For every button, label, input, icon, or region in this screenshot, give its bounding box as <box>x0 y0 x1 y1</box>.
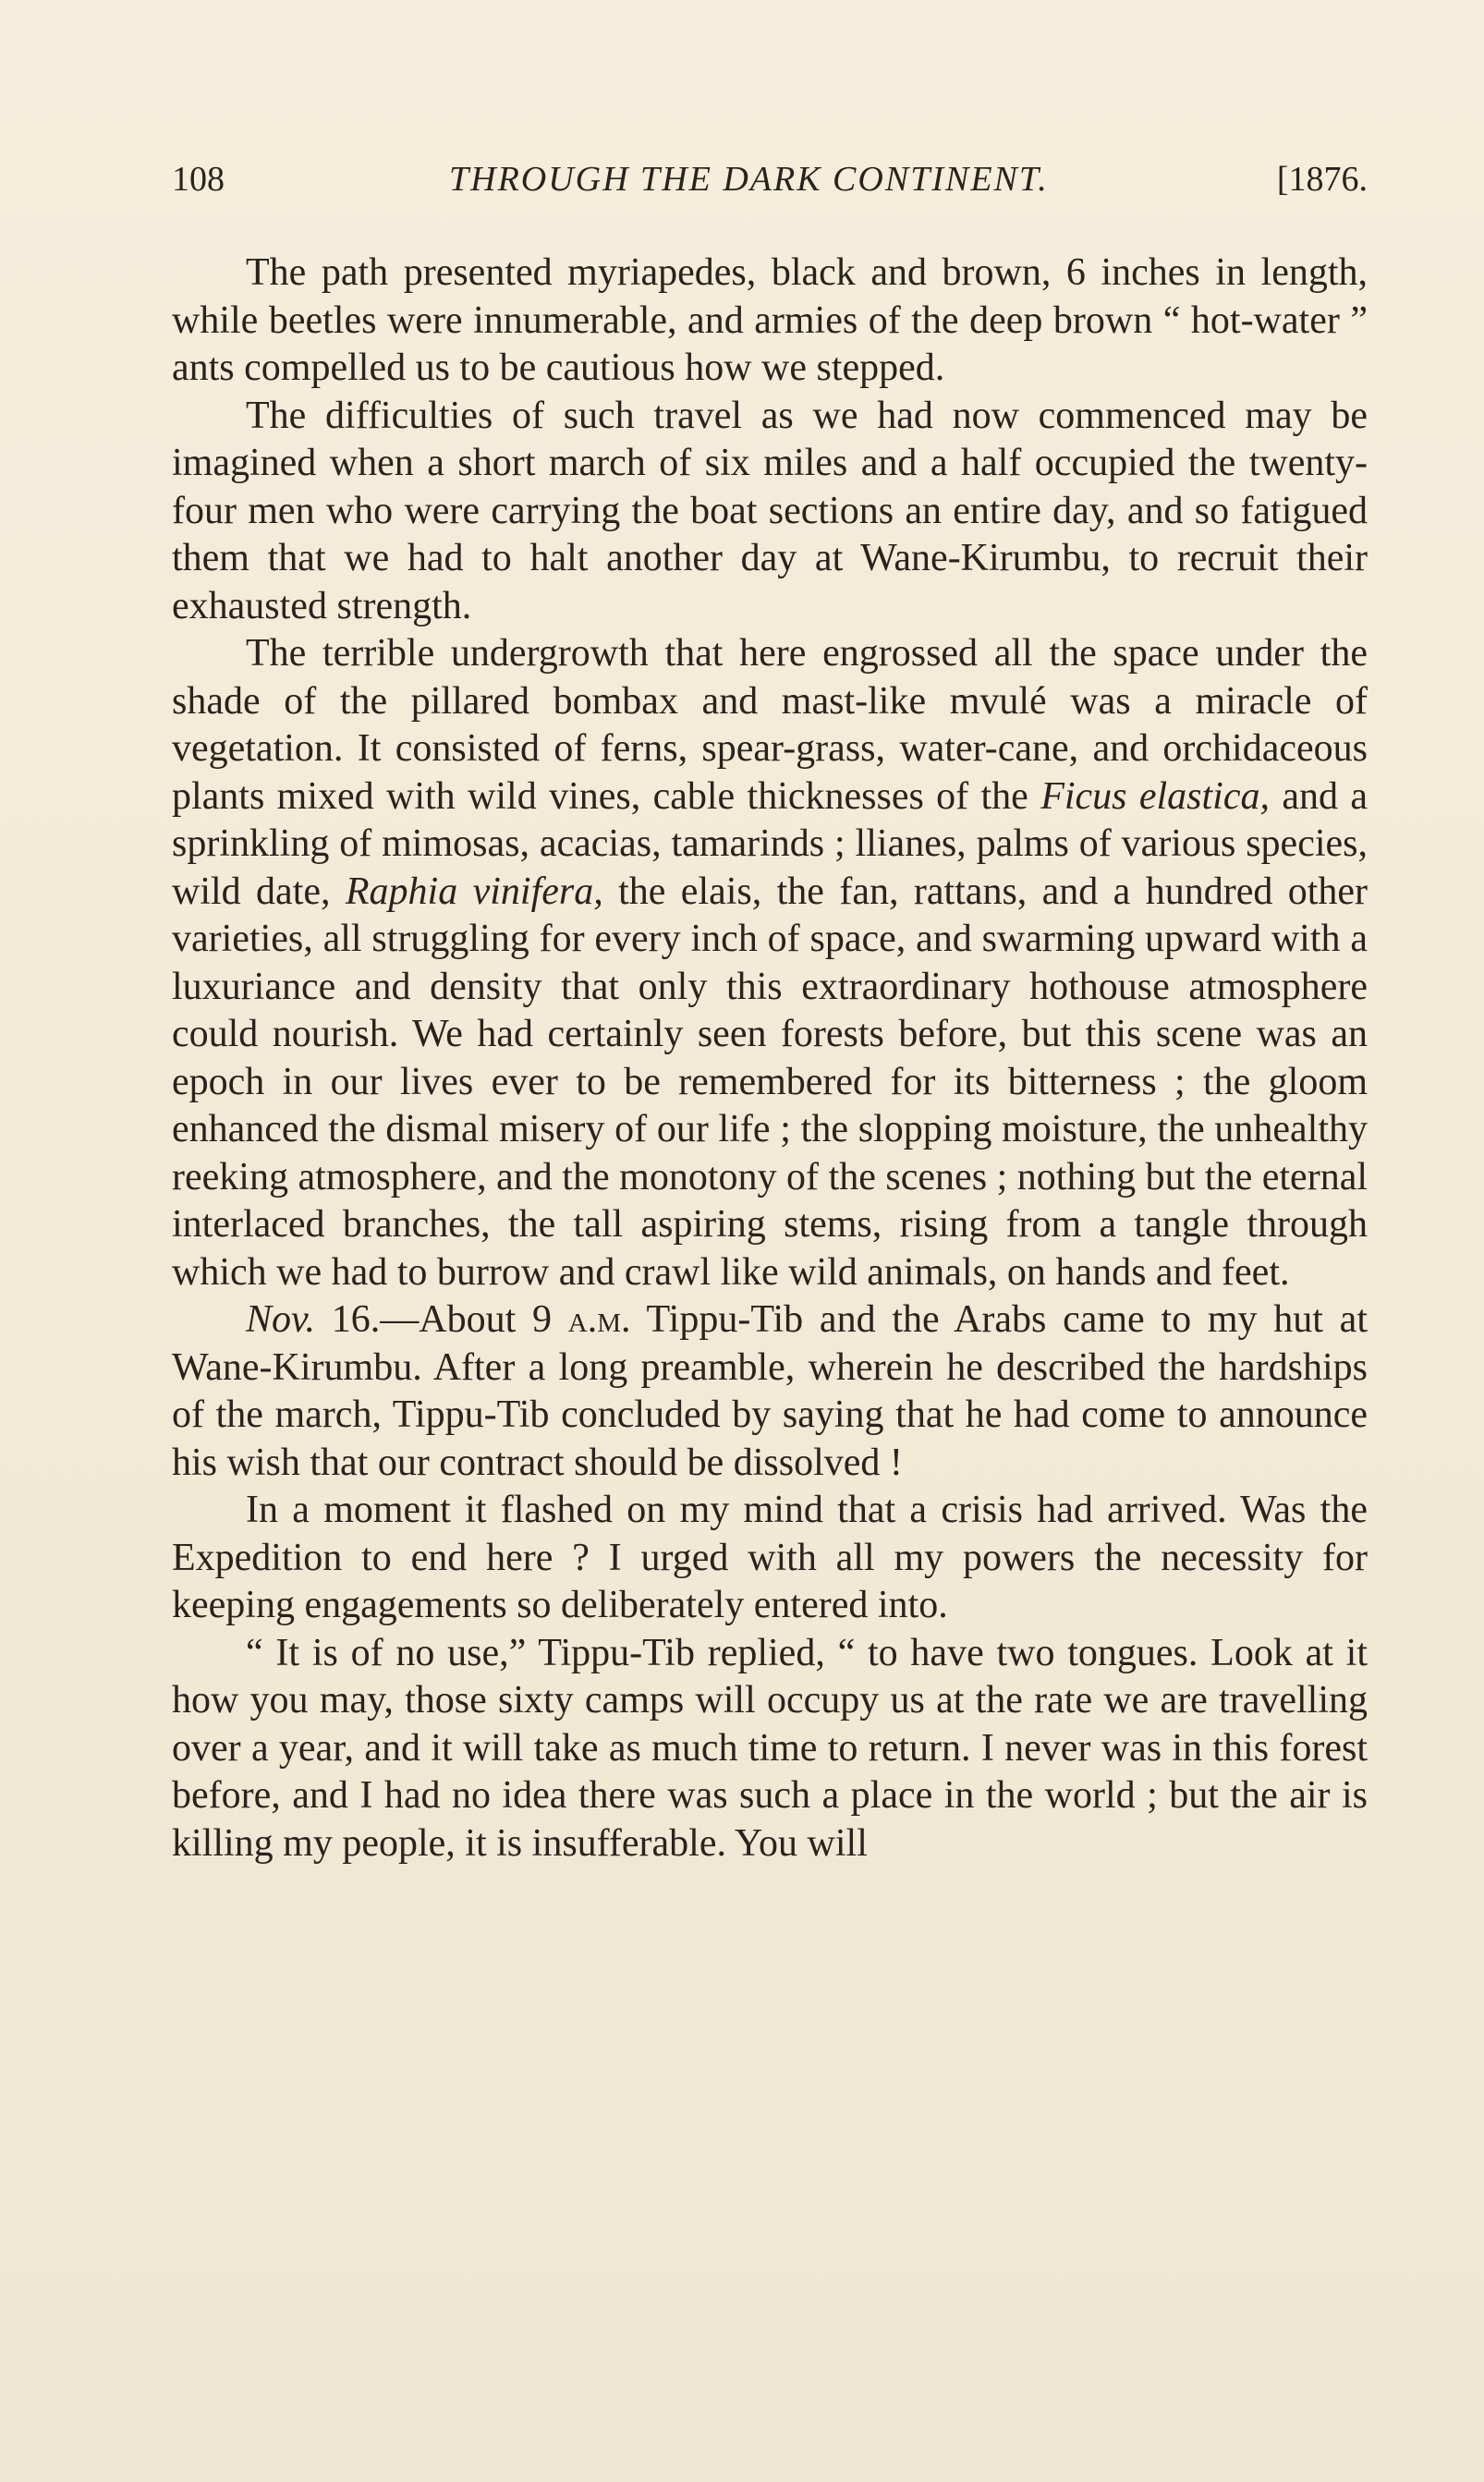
paragraph-text: and a sprinkling of mimosas, acacias, tamarinds ; llianes, palms of various species, wild date, <box>172 774 1368 913</box>
time-label: a.m. <box>567 1298 631 1341</box>
running-title: THROUGH THE DARK CONTINENT. <box>449 160 1049 199</box>
paragraph-text: Tippu-Tib and the Arabs came to my hut at Wane-Kirumbu. After a long preamble, wherein he described the hardships of the march, Tippu-Tib concluded by saying that he had come to announce his wish that our contract should be dissolved ! <box>172 1298 1368 1484</box>
paragraph: “ It is of no use,” Tippu-Tib replied, “ to have two tongues. Look at it how you may, those sixty camps will occupy us at the rate we are travelling over a year, and it will take as much time to return. I never was in this forest before, and I had no idea there was such a place in the world ; but the air is killing my people, it is insufferable. You will <box>172 1631 1368 1865</box>
paragraph-text: The terrible undergrowth that here engrossed all the space under the shade of the pillared bombax and mast-like mvulé was a miracle of vegetation. It consisted of ferns, spear-grass, water-cane, and orchidaceous plants mixed with wild vines, cable thicknesses of the <box>172 632 1368 818</box>
paragraph: In a moment it flashed on my mind that a crisis had arrived. Was the Expedition to end here ? I urged with all my powers the necessity for keeping engagements so deliberately entered into. <box>172 1489 1368 1626</box>
paragraph <box>172 630 1368 1296</box>
page-body <box>172 249 1368 1868</box>
species-name: Ficus elastica, <box>1040 774 1270 818</box>
page-number: 108 <box>172 160 225 199</box>
paragraph-text: the elais, the fan, rattans, and a hundred other varieties, all struggling for every inch of space, and swarming upward with a luxuriance and density that only this extraordinary hothouse atmosphere could nourish. We had certainly seen forests before, but this scene was an epoch in our lives ever to be remembered for its bitterness ; the gloom enhanced the dismal misery of our life ; the slopping moisture, the unhealthy reeking atmosphere, and the monotony of the scenes ; nothing but the eternal interlaced branches, the tall aspiring stems, rising from a tangle through which we had to burrow and crawl like wild animals, on hands and feet. <box>172 870 1368 1294</box>
date-label: Nov. <box>246 1298 316 1341</box>
paragraph-text: 16.—About 9 <box>315 1298 568 1341</box>
header-year: [1876. <box>1276 160 1368 199</box>
paragraph: The difficulties of such travel as we had now commenced may be imagined when a short march of six miles and a half occupied the twenty-four men who were carrying the boat sections an entire day, and so fatigued them that we had to halt another day at Wane-Kirumbu, to recruit their exhausted strength. <box>172 394 1368 627</box>
page-header <box>172 159 1368 211</box>
paragraph: The path presented myriapedes, black and brown, 6 inches in length, while beetles were innumerable, and armies of the deep brown “ hot-water ” ants compelled us to be cautious how we stepped. <box>172 251 1368 389</box>
paragraph <box>172 1296 1368 1487</box>
species-name: Raphia vinifera, <box>345 870 603 913</box>
